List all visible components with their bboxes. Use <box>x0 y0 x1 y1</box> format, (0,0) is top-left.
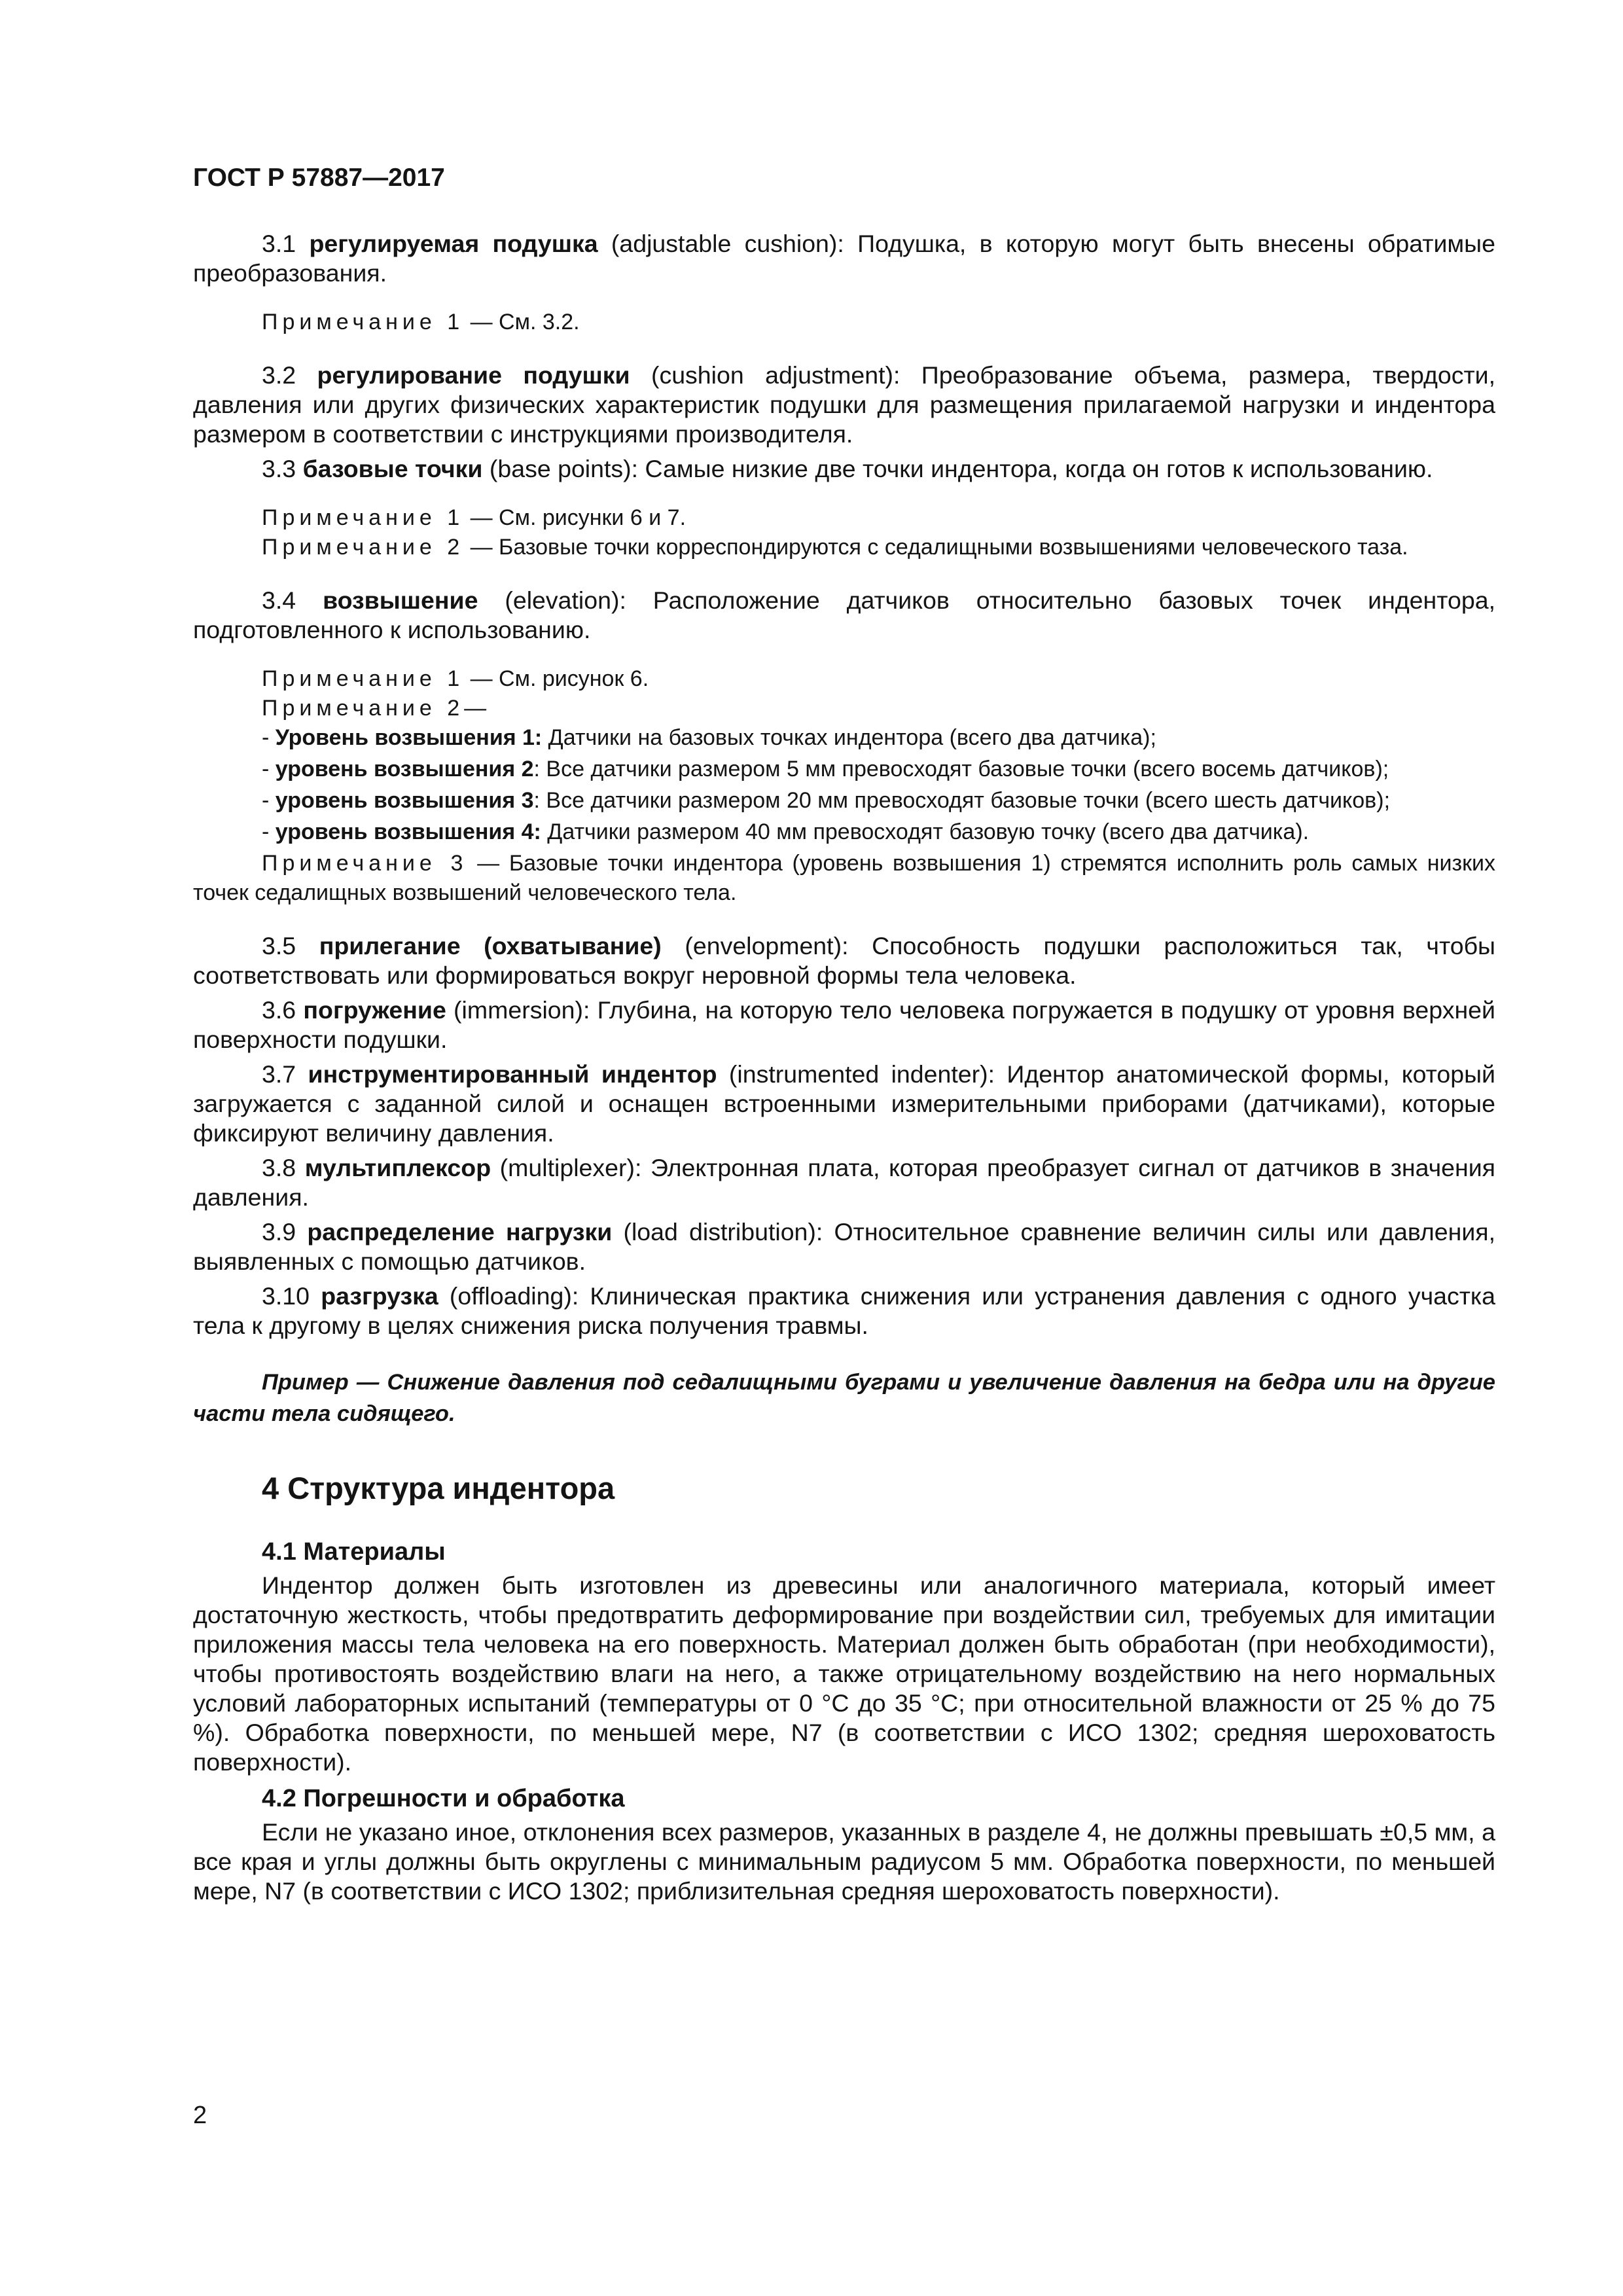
definition-text: (immersion): Глубина, на которую тело человека погружается в подушку от уровня верхней поверхности подушки. <box>193 996 1495 1053</box>
note-3-3-2 <box>193 533 1495 562</box>
definition-term: распределение нагрузки <box>307 1218 613 1246</box>
definition-term: возвышение <box>323 586 478 614</box>
definition-text: (cushion adjustment): Преобразование объема, размера, твердости, давления или других физических характеристик подушки для размещения прилагаемой нагрузки и индентора размером в соответствии с инструкциями производителя. <box>193 361 1495 448</box>
definition-number: 3.7 <box>262 1060 296 1088</box>
definition-text: (base points): Самые низкие две точки индентора, когда он готов к использованию. <box>482 455 1433 482</box>
definition-term: регулирование подушки <box>317 361 630 389</box>
list-dash: - <box>262 725 276 750</box>
definition-term: прилегание (охватывание) <box>319 932 662 960</box>
subsection-4-2-text: Если не указано иное, отклонения всех размеров, указанных в разделе 4, не должны превышать ±0,5 мм, а все края и углы должны быть округлены с минимальным радиусом 5 мм. Обработка поверхности, по меньшей мере, N7 (в соответствии с ИСО 1302; приблизительная средняя шероховатость поверхности). <box>193 1818 1495 1905</box>
definition-number: 3.3 <box>262 455 296 482</box>
elevation-level-2 <box>262 755 1495 783</box>
definition-text: (adjustable cushion): Подушка, в которую могут быть внесены обратимые преобразования. <box>193 230 1495 287</box>
definition-term: регулируемая подушка <box>309 230 598 257</box>
level-text: Датчики размером 40 мм превосходят базовую точку (всего два датчика). <box>541 819 1310 844</box>
note-text: — Базовые точки корреспондируются с седалищными возвышениями человеческого таза. <box>464 535 1408 560</box>
definition-number: 3.8 <box>262 1154 296 1181</box>
definition-3-9 <box>193 1217 1495 1276</box>
list-dash: - <box>262 819 276 844</box>
note-3-4-1 <box>193 664 1495 694</box>
definition-3-10 <box>193 1282 1495 1340</box>
document-code-header: ГОСТ Р 57887—2017 <box>193 164 445 192</box>
definition-text: (multiplexer): Электронная плата, которая преобразует сигнал от датчиков в значения давления. <box>193 1154 1495 1211</box>
note-text: — См. рисунок 6. <box>464 666 649 691</box>
definition-3-4 <box>193 586 1495 645</box>
definition-text: (instrumented indenter): Идентор анатомической формы, который загружается с заданной силой и оснащен встроенными измерительными приборами (датчиками), которые фиксируют величину давления. <box>193 1060 1495 1147</box>
definition-number: 3.6 <box>262 996 296 1024</box>
definition-3-3 <box>193 454 1495 484</box>
note-text: — Базовые точки индентора (уровень возвышения 1) стремятся исполнить роль самых низких точек седалищных возвышений человеческого тела. <box>193 851 1496 905</box>
note-label: Примечание 1 <box>262 310 465 334</box>
note-3-1-1 <box>193 308 1495 337</box>
definition-3-6 <box>193 996 1495 1054</box>
subsection-4-2-heading: 4.2 Погрешности и обработка <box>262 1785 625 1812</box>
subsection-4-1-text: Индентор должен быть изготовлен из древесины или аналогичного материала, который имеет достаточную жесткость, чтобы предотвратить деформирование при воздействии сил, требуемых для имитации приложения массы тела человека на его поверхность. Материал должен быть обработан (при необходимости), чтобы противостоять воздействию влаги на него, а также отрицательному воздействию на него нормальных условий лабораторных испытаний (температуры от 0 °С до 35 °С; при относительной влажности от 25 % до 75 %). Обработка поверхности, по меньшей мере, N7 (в соответствии с ИСО 1302; средняя шероховатость поверхности). <box>193 1571 1495 1776</box>
level-text: Датчики на базовых точках индентора (всего два датчика); <box>542 725 1156 750</box>
elevation-level-4 <box>262 817 1495 846</box>
definition-3-5 <box>193 931 1495 990</box>
note-label: Примечание 1 <box>262 666 465 691</box>
level-text: : Все датчики размером 20 мм превосходят базовые точки (всего шесть датчиков); <box>533 788 1391 813</box>
definition-term: погружение <box>303 996 446 1024</box>
page-number: 2 <box>193 2102 207 2129</box>
page-body <box>193 229 1495 1911</box>
note-text: — См. рисунки 6 и 7. <box>464 505 687 530</box>
definition-3-1 <box>193 229 1495 288</box>
level-term: уровень возвышения 2 <box>275 757 534 781</box>
note-text: — <box>464 696 487 721</box>
note-text: — См. 3.2. <box>464 310 580 334</box>
example-offloading: Пример — Снижение давления под седалищными буграми и увеличение давления на бедра или на другие части тела сидящего. <box>193 1370 1495 1426</box>
note-label: Примечание 2 <box>262 535 465 560</box>
note-label: Примечание 3 <box>262 851 468 876</box>
definition-3-7 <box>193 1060 1495 1148</box>
definition-text: (offloading): Клиническая практика снижения или устранения давления с одного участка тела к другому в целях снижения риска получения травмы. <box>193 1282 1495 1339</box>
section-4-heading: 4 Структура индентора <box>262 1471 615 1505</box>
note-3-3-1 <box>193 503 1495 533</box>
elevation-level-3 <box>262 786 1495 815</box>
definition-term: разгрузка <box>321 1282 438 1310</box>
note-3-4-3 <box>193 849 1495 908</box>
list-dash: - <box>262 788 276 813</box>
definition-number: 3.9 <box>262 1218 296 1246</box>
definition-number: 3.10 <box>262 1282 310 1310</box>
subsection-4-1-heading: 4.1 Материалы <box>262 1538 446 1566</box>
elevation-level-1 <box>262 723 1495 752</box>
definition-text: (envelopment): Способность подушки расположиться так, чтобы соответствовать или формироваться вокруг неровной формы тела человека. <box>193 932 1496 989</box>
note-label: Примечание 2 <box>262 696 465 721</box>
level-term: уровень возвышения 4: <box>275 819 541 844</box>
definition-term: базовые точки <box>302 455 483 482</box>
definition-term: мультиплексор <box>304 1154 491 1181</box>
list-dash: - <box>262 757 276 781</box>
definition-term: инструментированный индентор <box>308 1060 717 1088</box>
definition-3-2 <box>193 361 1495 449</box>
definition-text: (load distribution): Относительное сравнение величин силы или давления, выявленных с помощью датчиков. <box>193 1218 1496 1275</box>
definition-3-8 <box>193 1153 1495 1212</box>
definition-text: (elevation): Расположение датчиков относительно базовых точек индентора, подготовленного к использованию. <box>193 586 1495 643</box>
note-label: Примечание 1 <box>262 505 465 530</box>
level-term: уровень возвышения 3 <box>275 788 534 813</box>
definition-number: 3.4 <box>262 586 296 614</box>
definition-number: 3.2 <box>262 361 296 389</box>
definition-number: 3.5 <box>262 932 296 960</box>
definition-number: 3.1 <box>262 230 296 257</box>
note-3-4-2 <box>193 694 1495 723</box>
level-term: Уровень возвышения 1: <box>275 725 543 750</box>
level-text: : Все датчики размером 5 мм превосходят базовые точки (всего восемь датчиков); <box>533 757 1389 781</box>
